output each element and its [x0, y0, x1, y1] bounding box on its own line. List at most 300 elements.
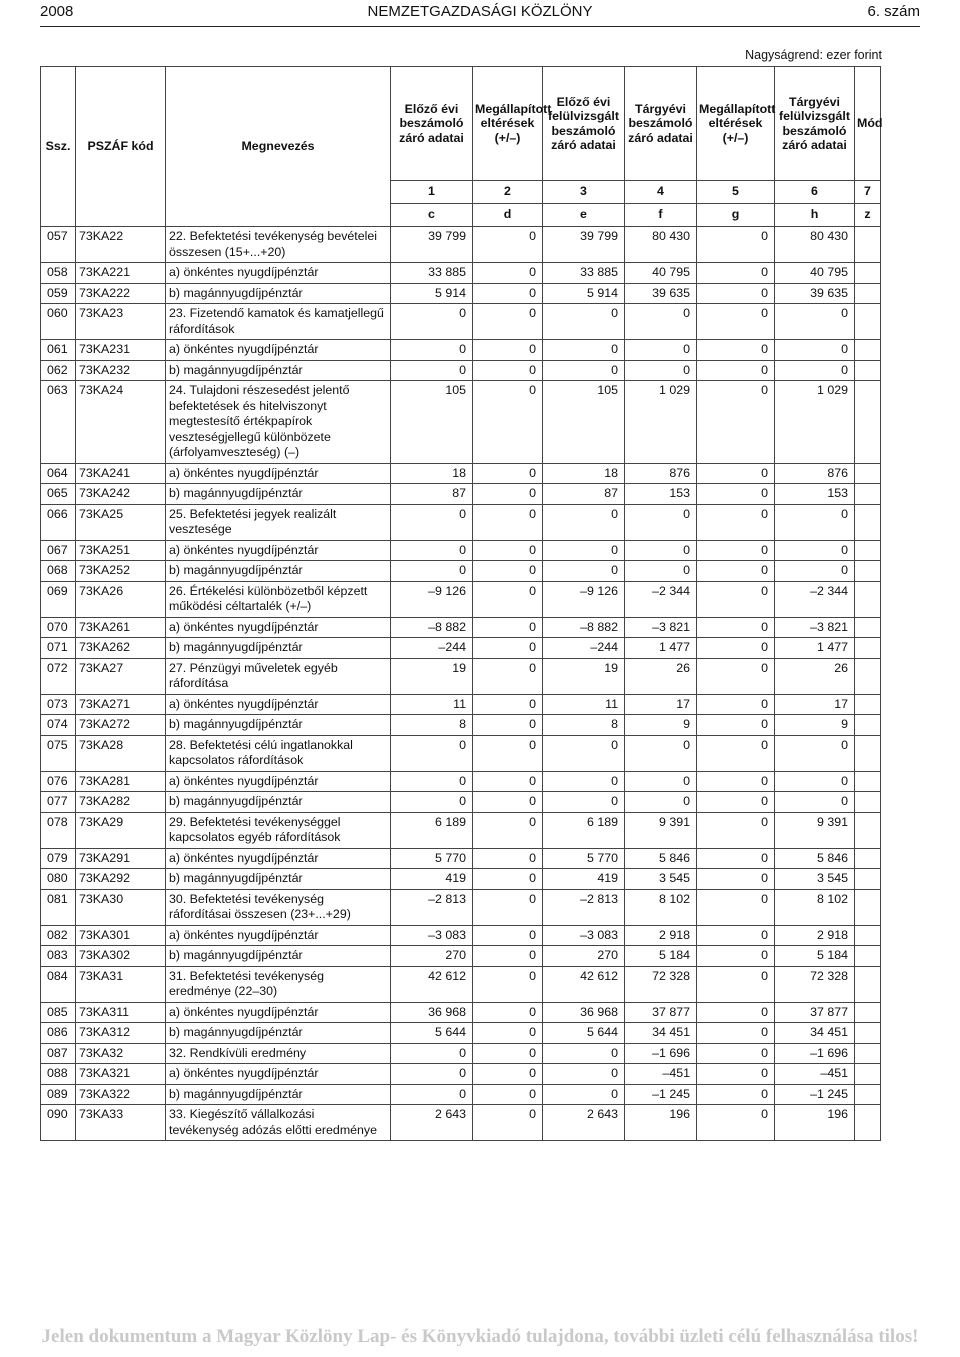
row-value: 0 [543, 735, 625, 771]
row-ssz: 074 [41, 715, 76, 736]
col-header-7: Mód [855, 67, 881, 181]
row-value: 0 [543, 771, 625, 792]
column-index: 1 [391, 181, 473, 204]
row-ssz: 083 [41, 946, 76, 967]
row-pszaf-code: 73KA24 [76, 381, 166, 464]
row-mod [855, 463, 881, 484]
row-value: 0 [697, 658, 775, 694]
column-index: 4 [625, 181, 697, 204]
row-value: 0 [473, 925, 543, 946]
row-pszaf-code: 73KA232 [76, 360, 166, 381]
row-pszaf-code: 73KA22 [76, 227, 166, 263]
row-value: –244 [391, 638, 473, 659]
row-ssz: 078 [41, 812, 76, 848]
row-value: 876 [625, 463, 697, 484]
row-value: 2 918 [775, 925, 855, 946]
row-value: 36 968 [543, 1002, 625, 1023]
row-value: 33 885 [543, 263, 625, 284]
row-pszaf-code: 73KA241 [76, 463, 166, 484]
row-pszaf-code: 73KA281 [76, 771, 166, 792]
row-value: 0 [473, 484, 543, 505]
col-header-6: Tárgyévi felülvizsgált beszámoló záró adatai [775, 67, 855, 181]
table-row [41, 658, 881, 694]
table-row [41, 227, 881, 263]
row-value: 0 [625, 540, 697, 561]
row-name: a) önkéntes nyugdíjpénztár [166, 1064, 391, 1085]
col-header-5: Megállapított eltérések (+/–) [697, 67, 775, 181]
row-mod [855, 925, 881, 946]
row-name: a) önkéntes nyugdíjpénztár [166, 1002, 391, 1023]
row-value: 0 [625, 771, 697, 792]
row-value: 0 [473, 812, 543, 848]
row-mod [855, 360, 881, 381]
row-name: 22. Befektetési tevékenység bevételei összesen (15+...+20) [166, 227, 391, 263]
header-year: 2008 [40, 3, 74, 20]
row-name: a) önkéntes nyugdíjpénztár [166, 540, 391, 561]
row-ssz: 077 [41, 792, 76, 813]
row-value: 0 [543, 792, 625, 813]
row-pszaf-code: 73KA242 [76, 484, 166, 505]
column-index: 3 [543, 181, 625, 204]
row-pszaf-code: 73KA28 [76, 735, 166, 771]
row-value: 0 [543, 304, 625, 340]
table-row [41, 340, 881, 361]
row-value: 0 [391, 504, 473, 540]
unit-note: Nagyságrend: ezer forint [745, 48, 882, 62]
row-value: 0 [543, 360, 625, 381]
row-value: 105 [543, 381, 625, 464]
row-ssz: 082 [41, 925, 76, 946]
row-value: 11 [391, 694, 473, 715]
row-value: –9 126 [543, 581, 625, 617]
col-header-1: Előző évi beszámoló záró adatai [391, 67, 473, 181]
row-value: 0 [473, 581, 543, 617]
row-value: 0 [473, 771, 543, 792]
row-value: 0 [473, 946, 543, 967]
row-value: 196 [625, 1105, 697, 1141]
row-name: 33. Kiegészítő vállalkozási tevékenység adózás előtti eredménye [166, 1105, 391, 1141]
row-value: 0 [391, 735, 473, 771]
row-value: 8 [391, 715, 473, 736]
row-name: 24. Tulajdoni részesedést jelentő befektetések és hitelviszonyt megtestesítő értékpapírok veszteségjellegű különbözete (árfolyamveszteség) (–) [166, 381, 391, 464]
table-row [41, 504, 881, 540]
row-value: 0 [697, 227, 775, 263]
row-value: 26 [775, 658, 855, 694]
table-row [41, 638, 881, 659]
row-mod [855, 715, 881, 736]
row-value: 0 [697, 1043, 775, 1064]
row-value: 72 328 [625, 966, 697, 1002]
table-row [41, 283, 881, 304]
table-row [41, 889, 881, 925]
row-pszaf-code: 73KA222 [76, 283, 166, 304]
row-name: 30. Befektetési tevékenység ráfordításai összesen (23+...+29) [166, 889, 391, 925]
row-mod [855, 581, 881, 617]
row-name: b) magánnyugdíjpénztár [166, 792, 391, 813]
row-value: 1 477 [625, 638, 697, 659]
row-value: 876 [775, 463, 855, 484]
row-value: 3 545 [625, 869, 697, 890]
row-value: 5 644 [391, 1023, 473, 1044]
header-row [41, 67, 881, 181]
row-pszaf-code: 73KA272 [76, 715, 166, 736]
row-pszaf-code: 73KA302 [76, 946, 166, 967]
column-letter: d [473, 204, 543, 227]
row-value: 0 [697, 1084, 775, 1105]
row-mod [855, 617, 881, 638]
row-value: 39 799 [391, 227, 473, 263]
row-value: 0 [473, 381, 543, 464]
row-value: 19 [391, 658, 473, 694]
row-value: 1 477 [775, 638, 855, 659]
row-value: 0 [697, 1002, 775, 1023]
row-value: 419 [391, 869, 473, 890]
row-value: 0 [697, 735, 775, 771]
row-name: 32. Rendkívüli eredmény [166, 1043, 391, 1064]
row-mod [855, 889, 881, 925]
row-value: –451 [625, 1064, 697, 1085]
row-ssz: 084 [41, 966, 76, 1002]
row-ssz: 071 [41, 638, 76, 659]
table-row [41, 581, 881, 617]
row-mod [855, 694, 881, 715]
row-value: 0 [625, 304, 697, 340]
row-ssz: 090 [41, 1105, 76, 1141]
row-name: b) magánnyugdíjpénztár [166, 283, 391, 304]
row-value: 153 [775, 484, 855, 505]
row-value: 0 [391, 360, 473, 381]
row-value: 17 [775, 694, 855, 715]
row-value: –1 245 [625, 1084, 697, 1105]
row-pszaf-code: 73KA26 [76, 581, 166, 617]
row-name: b) magánnyugdíjpénztár [166, 1023, 391, 1044]
row-ssz: 076 [41, 771, 76, 792]
row-pszaf-code: 73KA261 [76, 617, 166, 638]
col-header-2: Megállapított eltérések (+/–) [473, 67, 543, 181]
row-value: 11 [543, 694, 625, 715]
row-ssz: 064 [41, 463, 76, 484]
row-value: 0 [697, 360, 775, 381]
row-name: a) önkéntes nyugdíjpénztár [166, 694, 391, 715]
row-value: –8 882 [391, 617, 473, 638]
row-value: 6 189 [543, 812, 625, 848]
row-pszaf-code: 73KA312 [76, 1023, 166, 1044]
row-mod [855, 735, 881, 771]
row-value: 9 391 [625, 812, 697, 848]
row-pszaf-code: 73KA221 [76, 263, 166, 284]
row-value: 0 [697, 617, 775, 638]
row-value: 0 [473, 304, 543, 340]
row-value: –3 083 [543, 925, 625, 946]
row-value: 8 [543, 715, 625, 736]
row-value: 5 770 [391, 848, 473, 869]
row-mod [855, 540, 881, 561]
col-header-3: Előző évi felülvizsgált beszámoló záró adatai [543, 67, 625, 181]
row-pszaf-code: 73KA321 [76, 1064, 166, 1085]
row-value: 0 [473, 227, 543, 263]
table-row [41, 263, 881, 284]
row-pszaf-code: 73KA31 [76, 966, 166, 1002]
row-pszaf-code: 73KA271 [76, 694, 166, 715]
row-value: –1 696 [625, 1043, 697, 1064]
row-name: b) magánnyugdíjpénztár [166, 869, 391, 890]
row-value: 72 328 [775, 966, 855, 1002]
row-value: 0 [543, 1084, 625, 1105]
footer-copyright: Jelen dokumentum a Magyar Közlöny Lap- és Könyvkiadó tulajdona, további üzleti célú felhasználása tilos! [41, 1326, 919, 1347]
column-index: 7 [855, 181, 881, 204]
row-pszaf-code: 73KA252 [76, 561, 166, 582]
table-row [41, 1043, 881, 1064]
table-row [41, 304, 881, 340]
row-value: 0 [473, 504, 543, 540]
row-value: 270 [543, 946, 625, 967]
row-mod [855, 227, 881, 263]
row-name: a) önkéntes nyugdíjpénztár [166, 463, 391, 484]
row-ssz: 063 [41, 381, 76, 464]
row-value: 0 [543, 504, 625, 540]
table-row [41, 1002, 881, 1023]
row-mod [855, 1084, 881, 1105]
row-value: –2 344 [625, 581, 697, 617]
table-row [41, 1023, 881, 1044]
row-value: 0 [473, 561, 543, 582]
row-value: 5 644 [543, 1023, 625, 1044]
row-value: 37 877 [775, 1002, 855, 1023]
row-value: 39 635 [775, 283, 855, 304]
row-mod [855, 263, 881, 284]
row-ssz: 060 [41, 304, 76, 340]
row-value: 0 [473, 694, 543, 715]
row-value: 0 [697, 561, 775, 582]
row-value: 0 [697, 946, 775, 967]
row-value: 5 184 [775, 946, 855, 967]
data-table [40, 66, 881, 1141]
row-pszaf-code: 73KA29 [76, 812, 166, 848]
row-name: 31. Befektetési tevékenység eredménye (22–30) [166, 966, 391, 1002]
header-issue: 6. szám [867, 3, 920, 20]
row-ssz: 065 [41, 484, 76, 505]
row-value: 0 [473, 735, 543, 771]
row-mod [855, 658, 881, 694]
table-row [41, 735, 881, 771]
row-value: 17 [625, 694, 697, 715]
row-pszaf-code: 73KA27 [76, 658, 166, 694]
row-pszaf-code: 73KA33 [76, 1105, 166, 1141]
row-value: 9 [625, 715, 697, 736]
row-name: a) önkéntes nyugdíjpénztár [166, 848, 391, 869]
row-value: 1 029 [625, 381, 697, 464]
page-header [40, 0, 920, 27]
row-value: 5 846 [775, 848, 855, 869]
row-value: 0 [697, 263, 775, 284]
row-value: –3 821 [625, 617, 697, 638]
row-pszaf-code: 73KA262 [76, 638, 166, 659]
row-value: 0 [473, 283, 543, 304]
row-pszaf-code: 73KA282 [76, 792, 166, 813]
row-value: –1 245 [775, 1084, 855, 1105]
row-value: 0 [625, 340, 697, 361]
row-value: –2 813 [543, 889, 625, 925]
row-value: 0 [697, 340, 775, 361]
row-value: 196 [775, 1105, 855, 1141]
table-row [41, 792, 881, 813]
table-row [41, 715, 881, 736]
row-value: 419 [543, 869, 625, 890]
table-row [41, 617, 881, 638]
row-ssz: 086 [41, 1023, 76, 1044]
row-value: 0 [775, 360, 855, 381]
row-mod [855, 946, 881, 967]
row-name: a) önkéntes nyugdíjpénztár [166, 771, 391, 792]
row-value: 34 451 [775, 1023, 855, 1044]
row-value: 5 914 [391, 283, 473, 304]
row-pszaf-code: 73KA322 [76, 1084, 166, 1105]
row-value: 0 [697, 638, 775, 659]
table-row [41, 694, 881, 715]
row-value: 18 [543, 463, 625, 484]
row-ssz: 058 [41, 263, 76, 284]
row-name: 29. Befektetési tevékenységgel kapcsolatos egyéb ráfordítások [166, 812, 391, 848]
row-value: 19 [543, 658, 625, 694]
row-mod [855, 381, 881, 464]
row-value: 0 [391, 1064, 473, 1085]
row-value: 40 795 [775, 263, 855, 284]
row-value: 0 [543, 1043, 625, 1064]
row-name: b) magánnyugdíjpénztár [166, 561, 391, 582]
row-value: 0 [473, 1084, 543, 1105]
row-value: 0 [775, 504, 855, 540]
row-value: 0 [473, 360, 543, 381]
row-name: b) magánnyugdíjpénztár [166, 946, 391, 967]
table-row [41, 1105, 881, 1141]
row-value: 270 [391, 946, 473, 967]
row-name: b) magánnyugdíjpénztár [166, 1084, 391, 1105]
row-value: 0 [391, 1043, 473, 1064]
table-row [41, 966, 881, 1002]
row-value: 34 451 [625, 1023, 697, 1044]
table-row [41, 925, 881, 946]
row-value: 40 795 [625, 263, 697, 284]
row-value: 0 [473, 617, 543, 638]
row-name: b) magánnyugdíjpénztár [166, 715, 391, 736]
row-value: 0 [775, 540, 855, 561]
col-header-ssz: Ssz. [41, 67, 76, 227]
row-value: 0 [625, 735, 697, 771]
column-index: 2 [473, 181, 543, 204]
row-value: –3 083 [391, 925, 473, 946]
row-value: 0 [697, 715, 775, 736]
row-value: 0 [697, 1064, 775, 1085]
row-value: 42 612 [543, 966, 625, 1002]
row-ssz: 087 [41, 1043, 76, 1064]
row-value: 8 102 [625, 889, 697, 925]
row-ssz: 066 [41, 504, 76, 540]
row-value: 37 877 [625, 1002, 697, 1023]
row-mod [855, 304, 881, 340]
row-value: 0 [697, 848, 775, 869]
table-row [41, 561, 881, 582]
column-letter: e [543, 204, 625, 227]
row-value: 0 [473, 1064, 543, 1085]
row-name: 23. Fizetendő kamatok és kamatjellegű ráfordítások [166, 304, 391, 340]
row-value: 0 [391, 1084, 473, 1105]
row-mod [855, 340, 881, 361]
row-value: 0 [473, 263, 543, 284]
row-mod [855, 638, 881, 659]
row-ssz: 061 [41, 340, 76, 361]
col-header-name: Megnevezés [166, 67, 391, 227]
row-pszaf-code: 73KA32 [76, 1043, 166, 1064]
row-value: 0 [391, 771, 473, 792]
row-value: 18 [391, 463, 473, 484]
row-mod [855, 1023, 881, 1044]
row-value: 0 [697, 1105, 775, 1141]
row-value: 0 [473, 792, 543, 813]
row-value: 0 [391, 304, 473, 340]
row-mod [855, 504, 881, 540]
column-letter: h [775, 204, 855, 227]
row-value: 0 [697, 694, 775, 715]
row-pszaf-code: 73KA231 [76, 340, 166, 361]
row-value: 0 [473, 658, 543, 694]
row-value: 0 [697, 504, 775, 540]
row-value: 26 [625, 658, 697, 694]
row-value: 2 918 [625, 925, 697, 946]
table-row [41, 869, 881, 890]
table-row [41, 360, 881, 381]
row-value: 0 [697, 812, 775, 848]
row-name: a) önkéntes nyugdíjpénztár [166, 340, 391, 361]
table-row [41, 381, 881, 464]
row-value: 5 184 [625, 946, 697, 967]
row-value: 42 612 [391, 966, 473, 1002]
row-name: b) magánnyugdíjpénztár [166, 484, 391, 505]
row-ssz: 075 [41, 735, 76, 771]
row-value: 0 [391, 561, 473, 582]
row-value: 0 [391, 540, 473, 561]
row-pszaf-code: 73KA25 [76, 504, 166, 540]
row-pszaf-code: 73KA23 [76, 304, 166, 340]
row-value: 0 [473, 540, 543, 561]
row-value: 0 [543, 540, 625, 561]
row-value: 3 545 [775, 869, 855, 890]
row-value: 0 [473, 1043, 543, 1064]
row-value: 8 102 [775, 889, 855, 925]
row-name: a) önkéntes nyugdíjpénztár [166, 263, 391, 284]
row-name: 26. Értékelési különbözetből képzett működési céltartalék (+/–) [166, 581, 391, 617]
row-value: 9 [775, 715, 855, 736]
row-value: 153 [625, 484, 697, 505]
row-value: –1 696 [775, 1043, 855, 1064]
row-value: –9 126 [391, 581, 473, 617]
column-index: 5 [697, 181, 775, 204]
row-name: 27. Pénzügyi műveletek egyéb ráfordítása [166, 658, 391, 694]
row-value: 87 [391, 484, 473, 505]
table-row [41, 463, 881, 484]
row-value: 0 [473, 869, 543, 890]
column-index: 6 [775, 181, 855, 204]
row-value: 80 430 [625, 227, 697, 263]
row-value: 39 799 [543, 227, 625, 263]
row-pszaf-code: 73KA251 [76, 540, 166, 561]
row-value: 80 430 [775, 227, 855, 263]
row-value: 9 391 [775, 812, 855, 848]
row-name: a) önkéntes nyugdíjpénztár [166, 617, 391, 638]
column-letter: f [625, 204, 697, 227]
row-value: 0 [697, 1023, 775, 1044]
row-value: –244 [543, 638, 625, 659]
row-mod [855, 771, 881, 792]
